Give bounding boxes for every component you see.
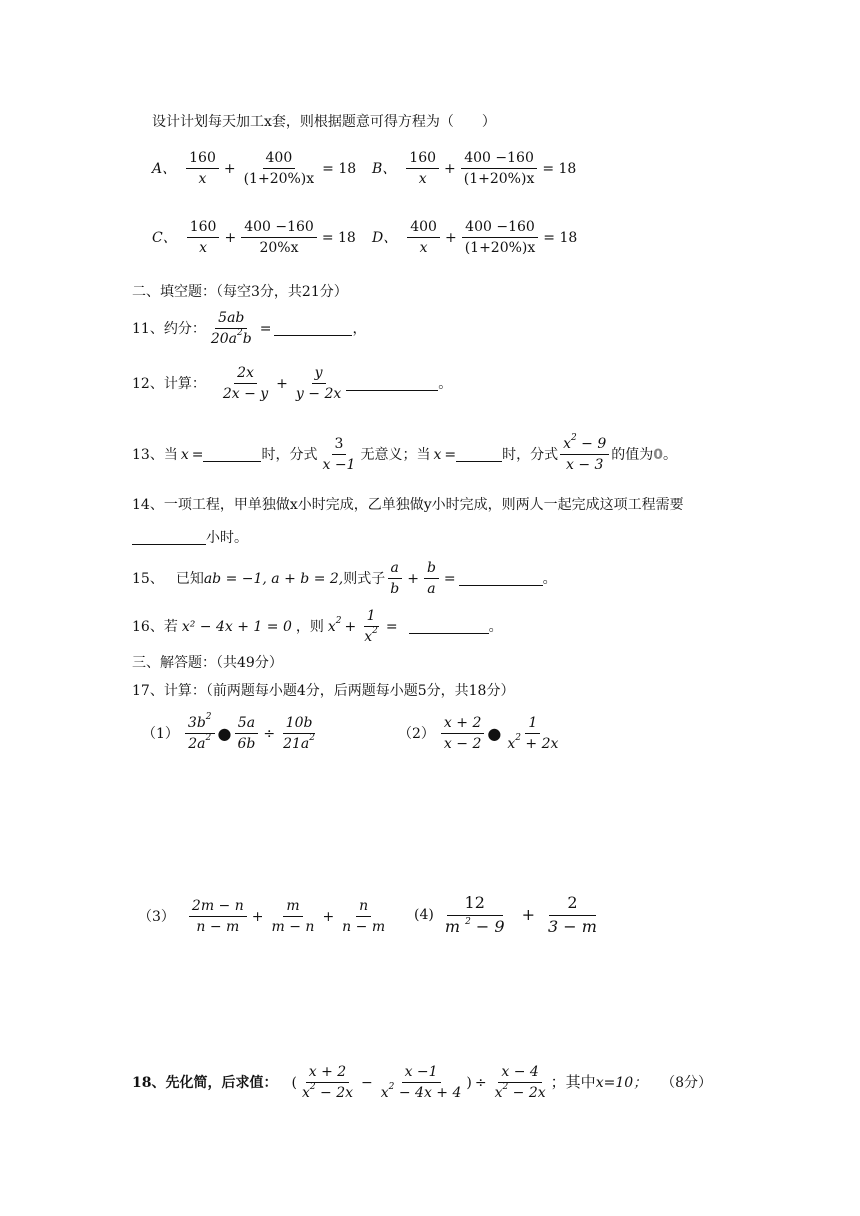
question-number: 16、若 bbox=[132, 618, 178, 635]
fraction: $\frac{2x}{2x - y}$ bbox=[222, 365, 269, 403]
text: ；其中 bbox=[550, 1073, 596, 1092]
condition: x² − 4x + 1 = 0 bbox=[181, 618, 292, 635]
fraction: $\frac{160}{x}$ bbox=[187, 219, 220, 256]
text: 的值为 bbox=[611, 446, 654, 463]
q17-part-3: （3） $\frac{2m - n}{n - m}$ + $\frac{m}{m - n}$ + $\frac{n}{n - m}$ bbox=[138, 898, 390, 935]
fraction: $\frac{x -1}{x^2 - 4x + 4}$ bbox=[380, 1064, 462, 1102]
answer-blank[interactable] bbox=[132, 530, 206, 545]
fraction: $\frac{x + 2}{x^2 - 2x}$ bbox=[301, 1064, 354, 1102]
fraction: $\frac{n}{n - m}$ bbox=[342, 898, 386, 936]
question-15: 15、 已知 ab = −1, a + b = 2, 则式子 $\frac{a}{b}$ + $\frac{b}{a}$ = 。 bbox=[132, 560, 557, 598]
fraction: $\frac{x^2 - 9}{x - 3}$ bbox=[560, 436, 609, 473]
answer-blank[interactable] bbox=[456, 447, 502, 462]
part-label: (4) bbox=[414, 907, 434, 924]
answer-blank[interactable] bbox=[409, 619, 489, 634]
fraction: $\frac{x + 2}{x - 2}$ bbox=[441, 715, 484, 752]
text: ，则 bbox=[295, 618, 324, 635]
fraction: $\frac{2m - n}{n - m}$ bbox=[189, 898, 247, 935]
fraction: $\frac{160}{x}$ bbox=[406, 150, 439, 187]
text: 小时。 bbox=[206, 529, 248, 546]
punctuation: 。 bbox=[488, 618, 503, 635]
text: 则式子 bbox=[343, 570, 386, 587]
fraction: $\frac{1}{x^2 + 2x}$ bbox=[507, 715, 559, 753]
question-16: 16、若 x² − 4x + 1 = 0 ，则 $x^2$ + $\frac{1}{x^2}$ = 。 bbox=[132, 608, 503, 646]
question-13: 13、当 x = 时，分式 $\frac{3}{x -1}$ 无意义；当 x = 时，分式 $\frac{x^2 - 9}{x - 3}$ 的值为 0 。 bbox=[132, 433, 678, 474]
punctuation: 。 bbox=[663, 446, 678, 463]
part-label: （1） bbox=[142, 725, 179, 742]
fraction: $\frac{5a}{6b}$ bbox=[235, 715, 259, 752]
q17-part-2: （2） $\frac{x + 2}{x - 2}$ ● $\frac{1}{x^2 + 2x}$ bbox=[398, 715, 563, 752]
fraction: $\frac{b}{a}$ bbox=[424, 560, 439, 597]
fraction: $\frac{a}{b}$ bbox=[387, 560, 402, 597]
text: 无意义；当 bbox=[360, 446, 431, 463]
fraction: $\frac{x - 4}{x^2 - 2x}$ bbox=[494, 1064, 546, 1102]
question-12: 12、计算： $\frac{2x}{2x - y}$ + $\frac{y}{y - 2x}$ 。 bbox=[132, 365, 453, 403]
text: 时，分式 bbox=[261, 446, 318, 463]
option-b: B、 $\frac{160}{x}$ + $\frac{400 -160}{(1+20\%)x}$ = 18 bbox=[372, 150, 577, 188]
fraction: $\frac{400 -160}{(1+20\%)x}$ bbox=[462, 219, 539, 256]
fraction: $\frac{12}{m ^2 - 9}$ bbox=[444, 893, 505, 937]
question-17-title: 17、计算：（前两题每小题4分，后两题每小题5分，共18分） bbox=[132, 683, 515, 699]
condition: ab = −1, a + b = 2, bbox=[203, 570, 344, 587]
question-14-line1: 14、一项工程，甲单独做x小时完成，乙单独做y小时完成，则两人一起完成这项工程需要 bbox=[132, 497, 684, 513]
text: 已知 bbox=[175, 570, 204, 587]
punctuation: 。 bbox=[438, 375, 453, 392]
fraction: $\frac{400 -160}{20\%x}$ bbox=[241, 219, 317, 256]
option-c-label: C、 bbox=[152, 229, 177, 246]
answer-blank[interactable] bbox=[459, 571, 543, 586]
option-b-label: B、 bbox=[372, 160, 397, 177]
fraction: $\frac{1}{x^2}$ bbox=[364, 608, 378, 646]
q17-part-1: （1） $\frac{3b^2}{2a^2}$ ● $\frac{5a}{6b}$ ÷ $\frac{10b}{21a^2}$ bbox=[142, 715, 320, 752]
fraction: $\frac{400}{x}$ bbox=[407, 219, 440, 256]
question-14-line2 bbox=[132, 530, 248, 545]
score: （8分） bbox=[661, 1074, 713, 1091]
option-d-label: D、 bbox=[372, 229, 398, 246]
fraction: $\frac{10b}{21a^2}$ bbox=[283, 715, 316, 753]
answer-blank[interactable] bbox=[203, 447, 261, 462]
question-number: 12、计算： bbox=[132, 375, 206, 392]
fraction: $\frac{3}{x -1}$ bbox=[322, 436, 356, 474]
question-18: 18、先化简，后求值： ( $\frac{x + 2}{x^2 - 2x}$ − $\frac{x -1}{x^2 - 4x + 4}$ ) ÷ $\frac{x - 4}{x^2 - 2x}$ ；其中 x=10； （8分） bbox=[132, 1064, 713, 1102]
fraction: $\frac{400 -160}{(1+20\%)x}$ bbox=[461, 150, 538, 187]
condition: x=10； bbox=[595, 1074, 648, 1091]
question-number: 15、 bbox=[132, 570, 164, 587]
question-title: 18、先化简，后求值： bbox=[132, 1074, 278, 1091]
fraction: $\frac{160}{x}$ bbox=[186, 150, 219, 187]
answer-blank[interactable] bbox=[274, 321, 352, 336]
fraction: $\frac{y}{y - 2x}$ bbox=[295, 365, 342, 403]
answer-value: 0 bbox=[653, 446, 664, 463]
question-11: 11、约分： $\frac{5ab}{20a^2b}$ = ， bbox=[132, 310, 367, 348]
punctuation: ， bbox=[352, 320, 367, 337]
part-label: （2） bbox=[398, 725, 435, 742]
option-a: A、 $\frac{160}{x}$ + $\frac{400}{(1+20\%)x}$ = 18 bbox=[152, 150, 357, 188]
answer-blank[interactable] bbox=[346, 376, 438, 391]
option-a-label: A、 bbox=[152, 160, 177, 177]
question-intro: 设计计划每天加工x套，则根据题意可得方程为（ ） bbox=[152, 114, 496, 130]
fraction: $\frac{3b^2}{2a^2}$ bbox=[185, 715, 215, 752]
q17-part-4: (4) $\frac{12}{m ^2 - 9}$ + $\frac{2}{3 - m}$ bbox=[414, 894, 602, 937]
question-number: 13、当 bbox=[132, 446, 178, 463]
section-2-heading: 二、填空题：（每空3分，共21分） bbox=[132, 284, 348, 300]
question-number: 11、约分： bbox=[132, 320, 206, 337]
fraction: $\frac{400}{(1+20\%)x}$ bbox=[243, 150, 315, 188]
punctuation: 。 bbox=[542, 570, 557, 587]
fraction: $\frac{5ab}{20a^2b}$ bbox=[210, 310, 252, 348]
section-3-heading: 三、解答题：（共49分） bbox=[132, 655, 283, 671]
part-label: （3） bbox=[138, 908, 175, 925]
fraction: $\frac{2}{3 - m}$ bbox=[548, 893, 597, 937]
option-d: D、 $\frac{400}{x}$ + $\frac{400 -160}{(1+20\%)x}$ = 18 bbox=[372, 219, 578, 257]
fraction: $\frac{m}{m - n}$ bbox=[271, 898, 315, 936]
option-c: C、 $\frac{160}{x}$ + $\frac{400 -160}{20\%x}$ = 18 bbox=[152, 219, 356, 257]
text: 时，分式 bbox=[502, 446, 559, 463]
